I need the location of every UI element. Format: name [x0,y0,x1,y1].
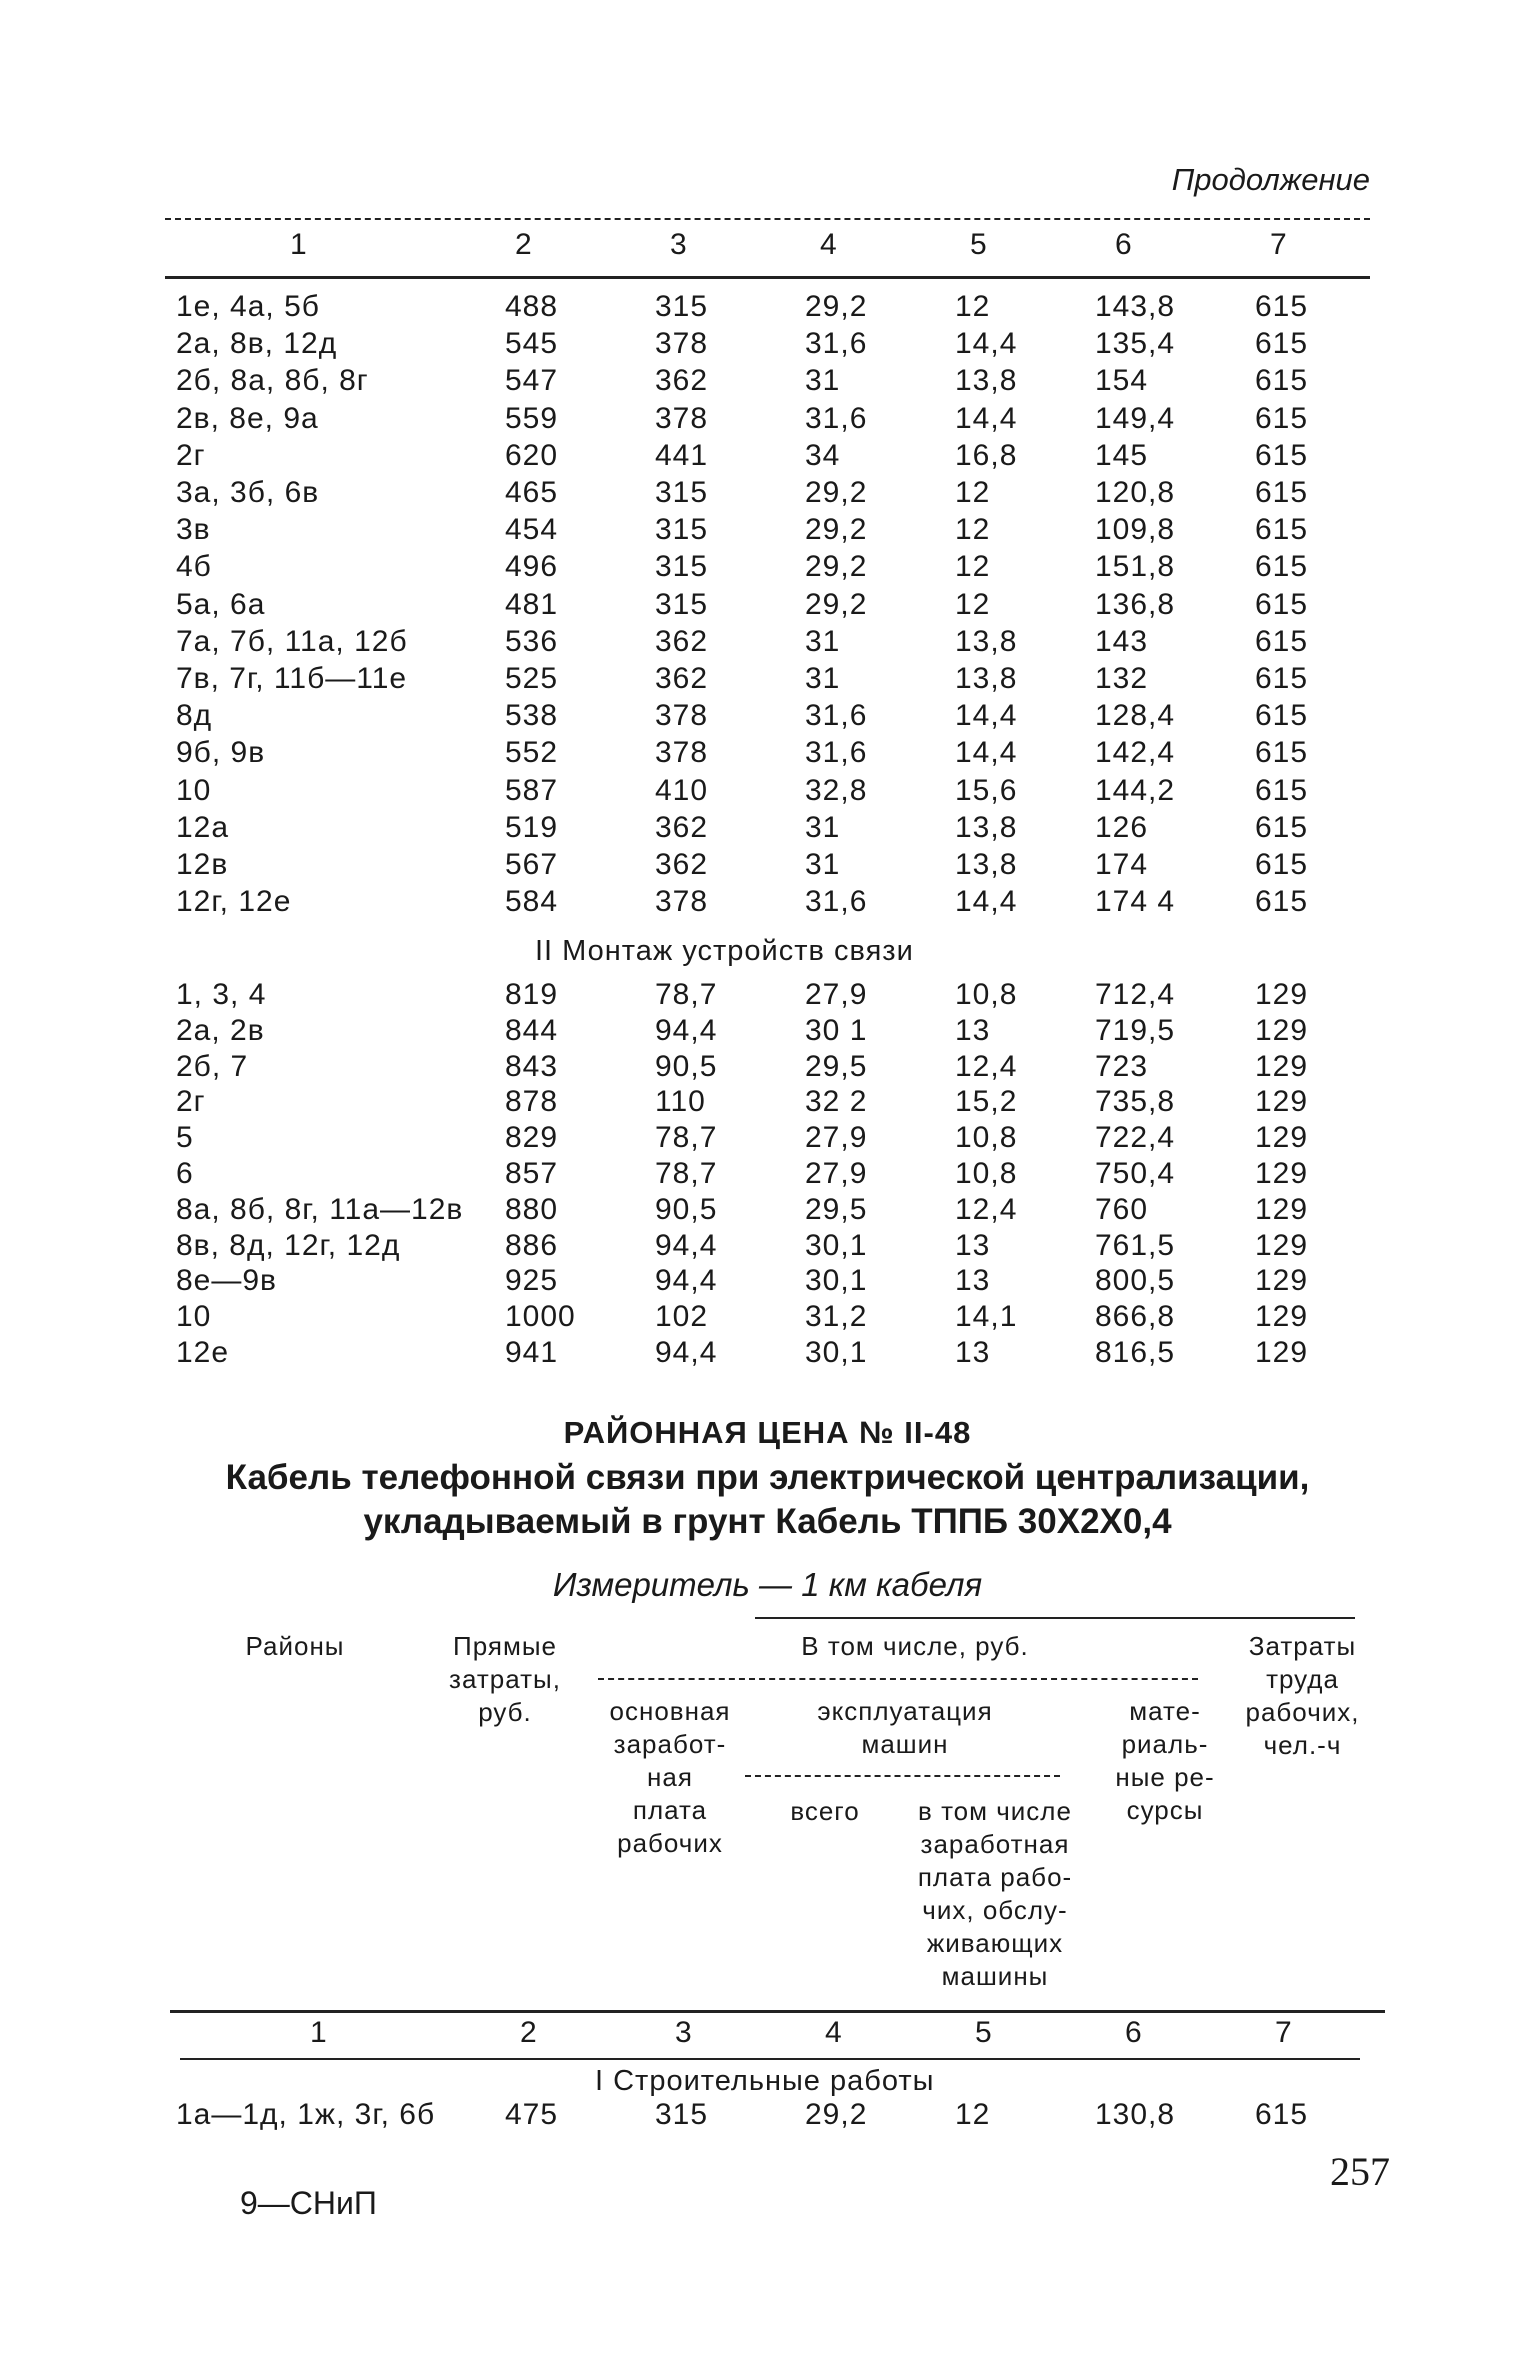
row-value-col-5: 12,4 [955,1049,1018,1083]
row-value-col-5: 13 [955,1336,991,1369]
row-value-col-4: 29,5 [805,1192,868,1226]
row-value-col-3: 78,7 [655,1157,718,1190]
row-value-col-2: 547 [505,364,559,398]
row-value-col-2: 819 [505,978,559,1011]
continuation-label: Продолжение [1171,162,1370,197]
row-value-col-6: 174 4 [1095,885,1176,919]
row-regions: 12а [176,810,230,844]
row-value-col-6: 136,8 [1095,587,1176,621]
row-value-col-2: 552 [505,736,559,770]
row-regions: 8в, 8д, 12г, 12д [176,1228,401,1262]
row-value-col-3: 90,5 [655,1192,718,1226]
row-value-col-4: 27,9 [805,1157,868,1190]
row-value-col-5: 15,6 [955,773,1018,807]
row-value-col-7: 129 [1255,1049,1309,1083]
row-value-col-5: 13 [955,1228,991,1262]
row-regions: 10 [176,1300,212,1334]
row-value-col-4: 29,5 [805,1049,868,1083]
row-value-col-6: 174 [1095,848,1149,881]
column-number-4: 4 [825,2016,842,2049]
row-value-col-2: 525 [505,662,559,695]
row-regions: 2б, 8а, 8б, 8г [176,364,369,398]
row-value-col-6: 866,8 [1095,1300,1176,1334]
row-value-col-3: 110 [655,1085,706,1119]
row-value-col-5: 12 [955,476,991,509]
row-value-col-7: 129 [1255,978,1309,1011]
row-value-col-4: 27,9 [805,978,868,1011]
row-value-col-3: 315 [655,476,709,509]
column-number-1: 1 [310,2016,327,2049]
row-value-col-2: 488 [505,290,559,323]
row-value-col-6: 128,4 [1095,699,1176,733]
row-value-col-4: 31 [805,624,841,658]
row-value-col-2: 538 [505,699,559,733]
row-value-col-7: 129 [1255,1336,1309,1369]
row-value-col-6: 132 [1095,662,1149,695]
header-labor: Затраты труда рабочих, чел.-ч [1245,1631,1360,1760]
row-regions: 12е [176,1336,230,1369]
row-value-col-4: 29,2 [805,587,868,621]
row-value-col-3: 90,5 [655,1049,718,1083]
bottom-header-bottom-rule [180,2058,1360,2060]
row-value-col-2: 559 [505,401,559,435]
row-regions: 5 [176,1121,194,1155]
row-value-col-5: 10,8 [955,1157,1018,1190]
row-value-col-6: 130,8 [1095,2098,1176,2131]
row-value-col-2: 829 [505,1121,559,1155]
row-value-col-6: 719,5 [1095,1013,1176,1047]
row-value-col-6: 143 [1095,624,1149,658]
row-value-col-4: 29,2 [805,513,868,547]
row-value-col-3: 378 [655,401,709,435]
row-value-col-4: 31,6 [805,401,868,435]
row-value-col-2: 844 [505,1013,559,1047]
measure-unit: Измеритель — 1 км кабеля [552,1566,983,1603]
row-value-col-7: 615 [1255,364,1309,398]
row-value-col-7: 615 [1255,810,1309,844]
row-value-col-7: 615 [1255,438,1309,472]
row-value-col-4: 30 1 [805,1013,868,1047]
row-value-col-2: 941 [505,1336,559,1369]
row-value-col-7: 129 [1255,1192,1309,1226]
column-number-5: 5 [975,2016,992,2049]
row-value-col-6: 760 [1095,1192,1149,1226]
header-direct-costs: Прямые затраты, руб. [449,1631,561,1727]
row-value-col-3: 362 [655,624,709,658]
row-value-col-3: 362 [655,848,709,881]
row-value-col-6: 145 [1095,438,1149,472]
row-value-col-3: 315 [655,2098,709,2131]
row-value-col-5: 15,2 [955,1085,1018,1119]
header-materials: мате- риаль- ные ре- сурсы [1115,1696,1215,1825]
row-value-col-7: 615 [1255,587,1309,621]
row-value-col-6: 712,4 [1095,978,1176,1011]
row-value-col-6: 735,8 [1095,1085,1176,1119]
row-value-col-3: 94,4 [655,1228,718,1262]
row-value-col-6: 723 [1095,1049,1149,1083]
row-value-col-7: 615 [1255,327,1309,361]
row-regions: 1е, 4а, 5б [176,290,320,323]
row-value-col-7: 615 [1255,773,1309,807]
row-regions: 7в, 7г, 11б—11е [176,662,408,695]
row-value-col-7: 615 [1255,2098,1309,2131]
row-value-col-5: 14,4 [955,885,1018,919]
row-value-col-6: 135,4 [1095,327,1176,361]
row-value-col-4: 31,6 [805,736,868,770]
row-value-col-3: 315 [655,587,709,621]
row-regions: 5а, 6а [176,587,266,621]
row-value-col-5: 13,8 [955,810,1018,844]
row-regions: 6 [176,1157,194,1190]
row-value-col-4: 31 [805,364,841,398]
row-value-col-2: 496 [505,550,559,584]
row-value-col-7: 615 [1255,736,1309,770]
header-including: В том числе, руб. [801,1631,1029,1661]
row-value-col-6: 120,8 [1095,476,1176,509]
price-subtitle-line1: Кабель телефонной связи при электрической централизации, [225,1458,1310,1497]
row-value-col-4: 32,8 [805,773,868,807]
row-value-col-5: 10,8 [955,1121,1018,1155]
row-value-col-7: 615 [1255,401,1309,435]
row-value-col-6: 109,8 [1095,513,1176,547]
row-value-col-7: 615 [1255,624,1309,658]
column-number-5: 5 [970,228,987,261]
row-value-col-4: 31 [805,848,841,881]
row-value-col-3: 94,4 [655,1336,718,1369]
row-value-col-6: 750,4 [1095,1157,1176,1190]
row-value-col-2: 584 [505,885,559,919]
row-value-col-3: 378 [655,736,709,770]
row-value-col-7: 129 [1255,1121,1309,1155]
row-value-col-2: 587 [505,773,559,807]
price-title: РАЙОННАЯ ЦЕНА № II-48 [563,1415,972,1450]
row-value-col-2: 857 [505,1157,559,1190]
row-value-col-4: 29,2 [805,2098,868,2131]
row-value-col-2: 545 [505,327,559,361]
printer-signature: 9—СНиП [240,2185,377,2221]
row-value-col-3: 362 [655,810,709,844]
row-value-col-4: 31,6 [805,699,868,733]
row-value-col-6: 722,4 [1095,1121,1176,1155]
column-number-3: 3 [670,228,687,261]
row-value-col-2: 886 [505,1228,559,1262]
row-regions: 8д [176,699,213,733]
row-regions: 10 [176,773,212,807]
row-value-col-4: 31,6 [805,327,868,361]
row-value-col-5: 14,4 [955,327,1018,361]
row-value-col-5: 13,8 [955,624,1018,658]
row-value-col-7: 615 [1255,513,1309,547]
row-value-col-7: 129 [1255,1300,1309,1334]
row-regions: 2б, 7 [176,1049,249,1083]
row-value-col-4: 27,9 [805,1121,868,1155]
row-value-col-4: 31,6 [805,885,868,919]
row-value-col-7: 129 [1255,1085,1309,1119]
row-value-col-6: 800,5 [1095,1264,1176,1298]
row-regions: 12в [176,848,229,881]
row-value-col-4: 30,1 [805,1228,868,1262]
row-regions: 2г [176,438,206,472]
row-value-col-2: 843 [505,1049,559,1083]
header-machines-total: всего [790,1796,860,1826]
row-value-col-3: 102 [655,1300,709,1334]
header-bottom-rule [165,276,1370,279]
row-value-col-7: 129 [1255,1264,1309,1298]
row-value-col-5: 12 [955,290,991,323]
row-value-col-4: 34 [805,438,841,472]
row-value-col-6: 142,4 [1095,736,1176,770]
row-value-col-4: 30,1 [805,1336,868,1369]
row-value-col-2: 1000 [505,1300,576,1334]
row-value-col-7: 615 [1255,699,1309,733]
row-value-col-5: 12,4 [955,1192,1018,1226]
row-value-col-6: 143,8 [1095,290,1176,323]
row-value-col-5: 13 [955,1264,991,1298]
column-number-3: 3 [675,2016,692,2049]
row-value-col-6: 816,5 [1095,1336,1176,1369]
row-regions: 3в [176,513,211,547]
row-value-col-6: 154 [1095,364,1149,398]
row-value-col-6: 144,2 [1095,773,1176,807]
row-regions: 7а, 7б, 11а, 12б [176,624,408,658]
measure-underline [755,1617,1355,1619]
row-value-col-5: 12 [955,587,991,621]
row-value-col-3: 362 [655,662,709,695]
header-including-rule [598,1678,1198,1680]
row-regions: 8а, 8б, 8г, 11а—12в [176,1192,464,1226]
row-value-col-7: 615 [1255,662,1309,695]
row-regions: 12г, 12е [176,885,292,919]
row-value-col-4: 32 2 [805,1085,868,1119]
column-number-2: 2 [515,228,532,261]
row-value-col-5: 14,4 [955,699,1018,733]
row-regions: 2г [176,1085,206,1119]
bottom-header-top-rule [170,2010,1385,2013]
row-value-col-6: 126 [1095,810,1149,844]
row-value-col-3: 378 [655,327,709,361]
row-value-col-7: 615 [1255,885,1309,919]
column-number-1: 1 [290,228,307,261]
header-regions: Районы [245,1631,345,1661]
row-regions: 9б, 9в [176,736,266,770]
row-value-col-7: 615 [1255,550,1309,584]
row-value-col-3: 441 [655,438,709,472]
row-value-col-3: 362 [655,364,709,398]
row-value-col-4: 29,2 [805,290,868,323]
row-value-col-3: 78,7 [655,1121,718,1155]
row-value-col-4: 29,2 [805,476,868,509]
row-value-col-7: 129 [1255,1157,1309,1190]
row-regions: 1, 3, 4 [176,978,267,1011]
row-value-col-5: 14,4 [955,736,1018,770]
page-number: 257 [1330,2149,1390,2194]
row-value-col-4: 31 [805,662,841,695]
column-number-2: 2 [520,2016,537,2049]
row-value-col-5: 12 [955,2098,991,2131]
row-regions: 1а—1д, 1ж, 3г, 6б [176,2098,436,2131]
row-value-col-6: 761,5 [1095,1228,1176,1262]
row-value-col-3: 315 [655,290,709,323]
row-value-col-3: 410 [655,773,709,807]
row-value-col-4: 31 [805,810,841,844]
row-value-col-5: 12 [955,513,991,547]
row-value-col-6: 149,4 [1095,401,1176,435]
section-heading-installation: II Монтаж устройств связи [535,935,914,967]
row-value-col-2: 454 [505,513,559,547]
row-value-col-5: 13,8 [955,364,1018,398]
row-value-col-5: 14,1 [955,1300,1018,1334]
row-value-col-4: 29,2 [805,550,868,584]
column-number-7: 7 [1275,2016,1292,2049]
row-value-col-7: 615 [1255,848,1309,881]
row-value-col-5: 10,8 [955,978,1018,1011]
row-value-col-2: 925 [505,1264,559,1298]
row-regions: 2а, 2в [176,1013,265,1047]
header-machines-rule [745,1775,1060,1777]
row-value-col-7: 615 [1255,476,1309,509]
row-value-col-5: 13,8 [955,662,1018,695]
row-regions: 3а, 3б, 6в [176,476,320,509]
header-machines: эксплуатация машин [817,1696,993,1759]
row-value-col-6: 151,8 [1095,550,1176,584]
row-regions: 8е—9в [176,1264,277,1298]
header-machines-wages: в том числе заработная плата рабо- чих, обслу- живающих машины [917,1796,1073,1991]
column-number-6: 6 [1125,2016,1142,2049]
row-value-col-5: 12 [955,550,991,584]
row-regions: 4б [176,550,212,584]
row-value-col-7: 615 [1255,290,1309,323]
row-value-col-2: 536 [505,624,559,658]
header-top-rule [165,218,1370,220]
row-value-col-5: 13,8 [955,848,1018,881]
row-value-col-3: 378 [655,699,709,733]
row-value-col-2: 465 [505,476,559,509]
row-value-col-5: 16,8 [955,438,1018,472]
row-value-col-3: 315 [655,513,709,547]
row-value-col-2: 519 [505,810,559,844]
column-number-7: 7 [1270,228,1287,261]
column-number-6: 6 [1115,228,1132,261]
row-value-col-3: 94,4 [655,1264,718,1298]
price-subtitle-line2: укладываемый в грунт Кабель ТППБ 30Х2Х0,4 [363,1502,1172,1541]
row-value-col-5: 14,4 [955,401,1018,435]
row-value-col-2: 475 [505,2098,559,2131]
column-number-4: 4 [820,228,837,261]
row-value-col-3: 78,7 [655,978,718,1011]
row-value-col-2: 620 [505,438,559,472]
row-regions: 2в, 8е, 9а [176,401,319,435]
row-value-col-2: 567 [505,848,559,881]
row-value-col-3: 315 [655,550,709,584]
header-wages: основная заработ- ная плата рабочих [609,1696,731,1858]
row-regions: 2а, 8в, 12д [176,327,338,361]
row-value-col-7: 129 [1255,1228,1309,1262]
row-value-col-4: 31,2 [805,1300,868,1334]
section-heading-construction: I Строительные работы [595,2065,935,2097]
row-value-col-7: 129 [1255,1013,1309,1047]
row-value-col-2: 880 [505,1192,559,1226]
row-value-col-3: 94,4 [655,1013,718,1047]
row-value-col-4: 30,1 [805,1264,868,1298]
row-value-col-2: 481 [505,587,559,621]
row-value-col-3: 378 [655,885,709,919]
row-value-col-2: 878 [505,1085,559,1119]
row-value-col-5: 13 [955,1013,991,1047]
